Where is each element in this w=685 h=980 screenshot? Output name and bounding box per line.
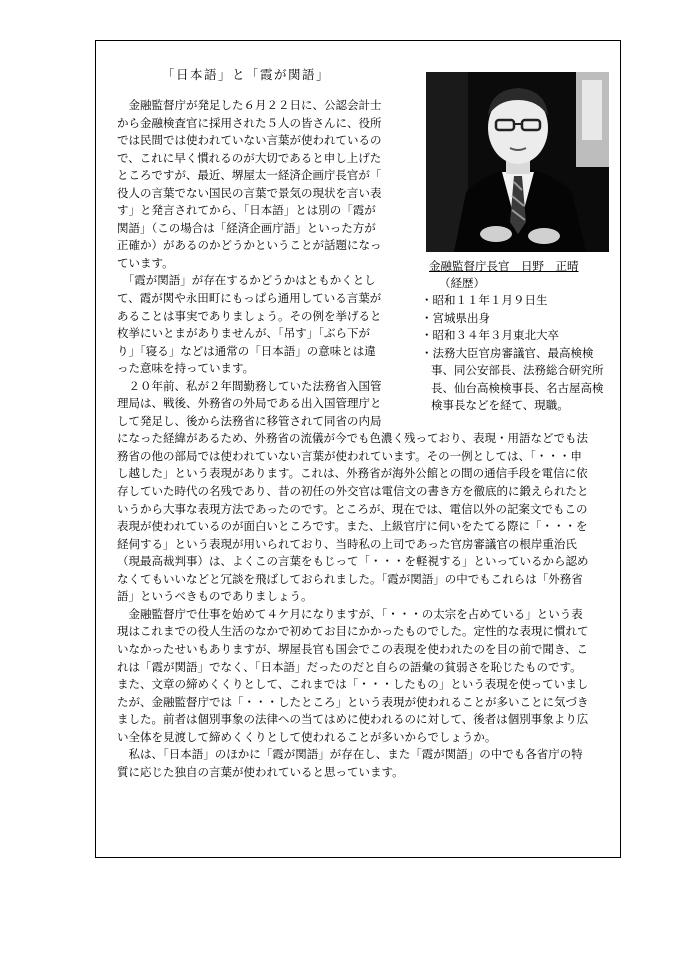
body-line: れは「霞が関語」でなく、「日本語」だったのだと自らの語彙の貧弱さを恥じたものです。: [117, 659, 582, 674]
career-item: ・宮城県出身: [421, 310, 490, 325]
body-line: 表現が使われているのが面白いところです。また、上級官庁に伺いをたてる際に「・・・を: [117, 519, 588, 534]
body-line: では民間では使われていない言葉が使われているの: [117, 133, 382, 148]
body-line: ところですが、最近、堺屋太一経済企画庁長官が「: [117, 168, 382, 183]
body-line: 存していた時代の名残であり、昔の初任の外交官は電信文の書き方を徹底的に鍛えられたと: [117, 484, 589, 499]
caption-career-heading: （経歴）: [439, 276, 485, 290]
body-line: から金融検査官に採用された５人の皆さんに、役所: [117, 115, 382, 130]
body-line: し越した」という表現があります。これは、外務省が海外公館との間の通信手段を電信に依: [117, 466, 588, 481]
body-line: いなかったせいもありますが、堺屋長官も国会でこの表現を使われたのを目の前で聞き、こ: [117, 641, 589, 656]
body-line: 務省の他の部局では使われていない言葉が使われています。その一例としては、「・・・申: [117, 448, 582, 463]
body-line: また、文章の締めくくりとして、これまでは「・・・したもの」という表現を使っていまし: [117, 677, 589, 692]
body-line: 現はこれまでの役人生活のなかで初めてお目にかかったものでした。定性的な表現に慣れて: [117, 624, 589, 639]
body-line: ２０年前、私が２年間勤務していた法務省入国管: [117, 378, 382, 393]
article-title: 「日本語」と「霞が関語」: [162, 67, 331, 82]
body-line: 枚挙にいとまがありませんが、「吊す」「ぶら下が: [117, 326, 370, 341]
body-line: 「霞が関語」が存在するかどうかはともかくとし: [117, 273, 376, 288]
article-body: [117, 97, 609, 781]
body-line: になった経緯があるため、外務省の流儀が今でも色濃く残っており、表現・用語などでも法: [117, 431, 589, 446]
body-line: 語」というべきものでありましょう。: [117, 589, 313, 604]
body-line: たが、金融監督庁では「・・・したところ」という表現が使われることが多いことに気づき: [117, 694, 589, 709]
body-line: す」と発言されてから、「日本語」とは別の「霞が: [117, 203, 376, 218]
career-item: ・昭和３４年３月東北大卒: [421, 328, 559, 342]
body-line: い全体を見渡して締めくくりとして使われることが多いからでしょうか。: [117, 729, 497, 744]
caption-name: 金融監督庁長官 日野 正晴: [429, 259, 579, 273]
body-line: （現最高裁判事）は、よくこの言葉をもじって「・・・を軽視する」といっているから認め: [117, 554, 589, 569]
body-line: あることは事実でありましょう。その例を挙げると: [117, 308, 382, 323]
body-line: 関語」（この場合は「経済企画庁語」といった方が: [117, 220, 376, 235]
body-line: して発足し、後から法務省に移管されて同省の内局: [117, 413, 382, 428]
body-line: ています。: [117, 255, 174, 270]
body-line: った意味を持っています。: [117, 361, 255, 376]
body-line: 経伺する」という表現が用いられており、当時私の上司であった官房審議官の根岸重治氏: [117, 536, 577, 551]
body-line: ました。前者は個別事象の法律への当てはめに使われるのに対して、後者は個別事象より広: [117, 712, 589, 727]
body-line: 役人の言葉でない国民の言葉で景気の現状を言い表: [117, 185, 382, 200]
body-line: て、霞が関や永田町にもっぱら通用している言葉が: [117, 291, 382, 306]
body-line: 金融監督庁で仕事を始めて４ケ月になりますが、「・・・の太宗を占めている」という表: [117, 606, 583, 621]
body-line: 質に応じた独自の言葉が使われていると思っています。: [117, 764, 404, 779]
career-item: ・法務大臣官房審議官、最高検検事、同公安部長、法務総合研究所長、仙台高検検事長、名古屋高検検事長などを経て、現職。: [421, 345, 604, 412]
body-line: で、これに早く慣れるのが大切であると申し上げた: [117, 150, 382, 165]
body-line: り」「寝る」などは通常の「日本語」の意味とは違: [117, 343, 376, 358]
body-line: 金融監督庁が発足した６月２２日に、公認会計士: [117, 98, 382, 112]
career-item: ・昭和１１年１月９日生: [421, 293, 548, 307]
body-line: 理局は、戦後、外務省の外局である出入国管理庁と: [117, 396, 382, 411]
body-line: いうから大事な表現方法であったのです。ところが、現在では、電信以外の記案文でもこの: [117, 501, 588, 516]
body-line: 正確か）があるのかどうかということが話題になっ: [117, 238, 382, 253]
body-line: 私は、「日本語」のほかに「霞が関語」が存在し、また「霞が関語」の中でも各省庁の特: [117, 747, 583, 762]
body-line: なくてもいいなどと冗談を飛ばしておられました。「霞が関語」の中でもこれらは「外務省: [117, 571, 583, 586]
